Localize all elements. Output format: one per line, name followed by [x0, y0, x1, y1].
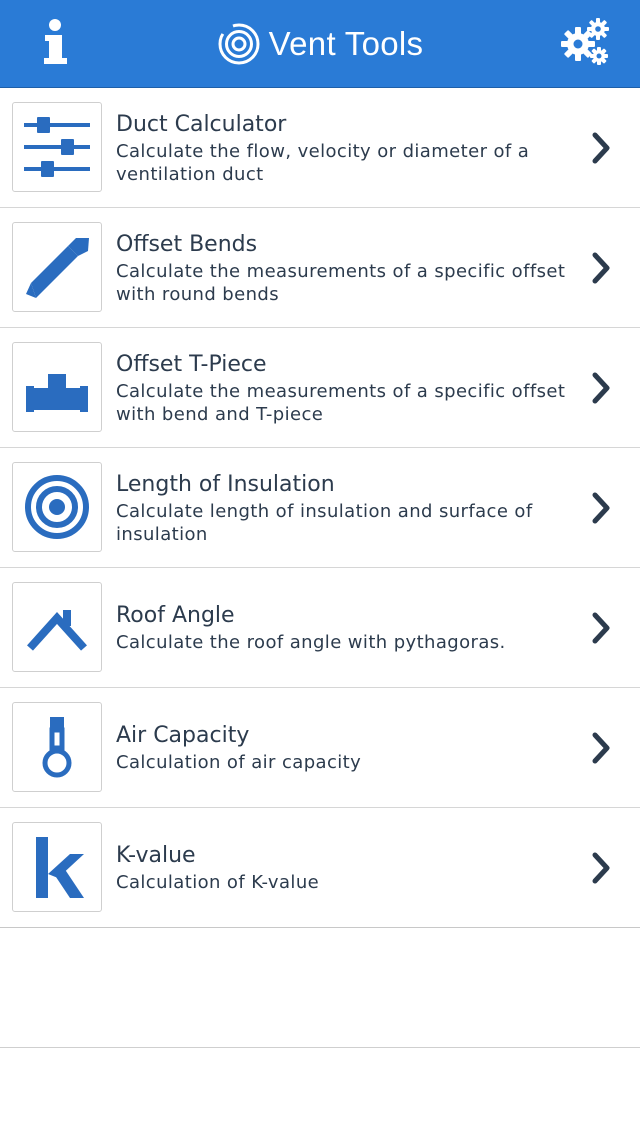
row-subtitle: Calculate the measurements of a specific offset with bend and T-piece — [116, 380, 566, 425]
row-icon-box — [12, 822, 102, 912]
row-title: Offset T-Piece — [116, 351, 267, 377]
app-title: Vent Tools — [268, 25, 424, 62]
offset-bend-icon — [18, 228, 96, 306]
divider — [0, 1047, 640, 1048]
row-title: K-value — [116, 843, 196, 868]
row-icon-box — [12, 582, 102, 672]
row-icon-box — [12, 222, 102, 312]
row-title: Duct Calculator — [116, 111, 287, 137]
row-subtitle: Calculation of air capacity — [116, 752, 362, 773]
list-item-duct-calculator[interactable] — [0, 88, 640, 208]
row-title: Length of Insulation — [116, 471, 335, 497]
insulation-rings-icon — [18, 468, 96, 546]
row-icon-box — [12, 102, 102, 192]
chevron-right-icon — [588, 610, 614, 646]
info-icon — [30, 16, 80, 72]
row-title: Air Capacity — [116, 723, 250, 748]
tools-list — [0, 88, 640, 928]
list-item-k-value[interactable] — [0, 808, 640, 928]
sliders-icon — [18, 108, 96, 186]
row-subtitle: Calculate length of insulation and surface of insulation — [116, 500, 533, 545]
row-icon-box — [12, 702, 102, 792]
k-letter-icon — [18, 828, 96, 906]
t-piece-icon — [18, 348, 96, 426]
row-icon-box — [12, 462, 102, 552]
row-title: Roof Angle — [116, 603, 235, 628]
chevron-right-icon — [588, 130, 614, 166]
chevron-right-icon — [588, 370, 614, 406]
list-item-offset-bends[interactable] — [0, 208, 640, 328]
roof-angle-icon — [18, 588, 96, 666]
row-subtitle: Calculate the roof angle with pythagoras. — [116, 632, 506, 653]
list-item-air-capacity[interactable] — [0, 688, 640, 808]
row-title: Offset Bends — [116, 231, 258, 257]
settings-button[interactable] — [560, 18, 612, 68]
row-subtitle: Calculate the flow, velocity or diameter of a ventilation duct — [116, 140, 530, 185]
navigation-bar — [0, 0, 640, 88]
gears-icon — [560, 18, 612, 68]
concentric-logo-icon — [217, 22, 261, 66]
chevron-right-icon — [588, 850, 614, 886]
row-icon-box — [12, 342, 102, 432]
list-item-length-of-insulation[interactable] — [0, 448, 640, 568]
chevron-right-icon — [588, 490, 614, 526]
chevron-right-icon — [588, 730, 614, 766]
list-item-offset-t-piece[interactable] — [0, 328, 640, 448]
air-capacity-icon — [18, 708, 96, 786]
chevron-right-icon — [588, 250, 614, 286]
row-subtitle: Calculation of K-value — [116, 872, 320, 893]
row-subtitle: Calculate the measurements of a specific offset with round bends — [116, 260, 566, 305]
list-item-roof-angle[interactable] — [0, 568, 640, 688]
info-button[interactable] — [30, 16, 80, 72]
